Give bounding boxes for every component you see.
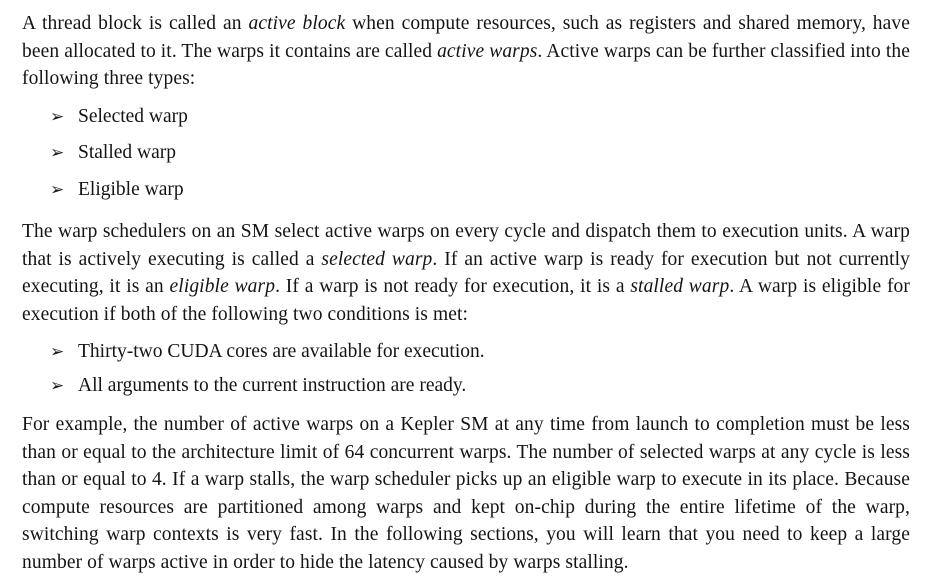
arrow-bullet-icon: ➢ — [50, 179, 65, 199]
text-run: when compute resources, such as registers and shared memory, have been allocated to it. The warps it contains are called — [22, 13, 911, 62]
paragraph-warp-schedulers — [22, 218, 910, 328]
list-item — [22, 176, 910, 204]
arrow-bullet-icon: ➢ — [50, 106, 65, 126]
list-item-label: Eligible warp — [78, 178, 184, 200]
paragraph-kepler-example — [22, 411, 910, 576]
emphasized-term: selected warp — [321, 248, 433, 270]
document-body — [22, 10, 910, 576]
list-item-label: Thirty-two CUDA cores are available for execution. — [78, 341, 485, 362]
list-item — [22, 372, 910, 400]
text-run: A thread block is called an — [22, 13, 249, 34]
text-run: The warp schedulers on an SM select active warps on every cycle and dispatch them to execution units. A warp that is actively executing is called a — [22, 221, 910, 270]
list-item-label: Selected warp — [78, 105, 188, 127]
text-run: . If a warp is not ready for execution, it is a — [275, 276, 631, 297]
emphasized-term: stalled warp — [630, 276, 730, 297]
text-run: For example, the number of active warps on a Kepler SM at any time from launch to completion must be less than or equal to the architecture limit of 64 concurrent warps. The number of selected warps at any cycle is less than or equal to 4. If a warp stalls, the warp scheduler picks up an eligible warp to execute in its place. Because compute resources are partitioned among warps and kept on-chip during the entire lifetime of the warp, switching warp contexts is very fast. In the following sections, you will learn that you need to keep a large number of warps active in order to hide the latency caused by warps stalling. — [22, 414, 910, 573]
list-item — [22, 139, 910, 167]
list-item — [22, 338, 910, 366]
arrow-bullet-icon: ➢ — [50, 143, 65, 162]
warp-type-list — [22, 103, 910, 204]
emphasized-term: active block — [248, 13, 346, 34]
list-item-label: Stalled warp — [78, 142, 177, 163]
text-run: . If an active warp is ready for execution but not currently executing, it is an — [22, 248, 910, 297]
text-run: . Active warps can be further classified into the following three types: — [22, 40, 911, 89]
eligibility-conditions-list — [22, 338, 910, 399]
emphasized-term: eligible warp — [169, 276, 276, 297]
list-item — [22, 103, 910, 131]
list-item-label: All arguments to the current instruction are ready. — [78, 374, 467, 396]
arrow-bullet-icon: ➢ — [50, 342, 65, 361]
emphasized-term: active warps — [437, 40, 538, 62]
arrow-bullet-icon: ➢ — [50, 375, 65, 395]
text-run: . A warp is eligible for execution if both of the following two conditions is met: — [22, 276, 910, 325]
paragraph-active-block — [22, 10, 910, 93]
